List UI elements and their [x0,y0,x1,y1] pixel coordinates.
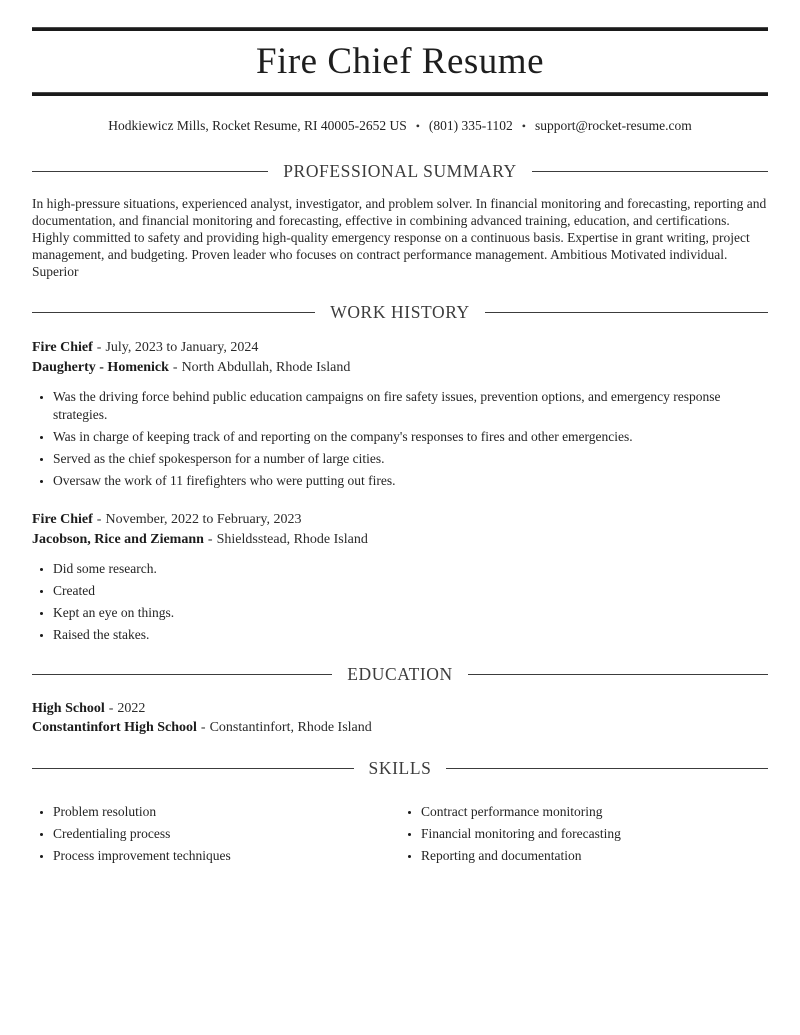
skill-item: • Credentialing process [53,825,400,843]
job-dates: July, 2023 to January, 2024 [105,340,259,356]
job-entry-2 [32,510,768,644]
skills-list-right [400,803,768,865]
dash: - [172,359,178,375]
skills-column-right [400,792,768,869]
skills-columns [32,792,768,869]
job-bullet: • Was the driving force behind public education campaigns on fire safety issues, prevention options, and emergency response strategies. [53,388,768,423]
job-bullet: • Kept an eye on things. [53,604,768,622]
heading-rule-right [468,674,768,675]
section-title-education: EDUCATION [347,663,453,684]
section-heading-skills [32,758,768,779]
job-role: Fire Chief [32,512,93,528]
dash: - [96,340,102,356]
contact-separator-1: • [415,119,420,134]
section-heading-education [32,664,768,685]
job-role-line [32,510,768,530]
education-school: Constantinfort High School [32,720,197,736]
job-role: Fire Chief [32,340,93,356]
education-school-line [32,718,768,738]
job-entry-1 [32,338,768,489]
skill-item: • Reporting and documentation [421,847,768,865]
heading-rule-right [446,768,768,769]
section-title-work: WORK HISTORY [330,302,470,323]
dash: - [108,700,114,716]
dash: - [96,512,102,528]
job-location: Shieldsstead, Rhode Island [216,531,368,547]
job-employer: Daugherty - Homenick [32,359,169,375]
job-bullet: • Served as the chief spokesperson for a number of large cities. [53,450,768,468]
job-bullet: • Raised the stakes. [53,626,768,644]
job-location: North Abdullah, Rhode Island [181,359,351,375]
skill-item: • Contract performance monitoring [421,803,768,821]
top-double-rule [32,27,768,31]
education-location: Constantinfort, Rhode Island [209,720,372,736]
job-employer-line [32,358,768,378]
heading-rule-left [32,312,315,313]
job-dates: November, 2022 to February, 2023 [105,512,302,528]
heading-rule-left [32,674,332,675]
education-degree: High School [32,700,105,716]
heading-rule-left [32,171,268,172]
skill-item: • Problem resolution [53,803,400,821]
section-heading-work [32,302,768,323]
section-title-summary: PROFESSIONAL SUMMARY [283,161,517,182]
education-entry [32,699,768,738]
education-degree-line [32,699,768,719]
contact-address: Hodkiewicz Mills, Rocket Resume, RI 40005-2652 US [108,118,407,134]
job-bullet-list [32,388,768,489]
title-double-rule [32,92,768,96]
job-bullet: • Oversaw the work of 11 firefighters who were putting out fires. [53,472,768,490]
contact-line [32,117,768,135]
skills-column-left [32,792,400,869]
section-heading-summary [32,161,768,182]
job-bullet: • Created [53,582,768,600]
heading-rule-right [532,171,768,172]
job-employer: Jacobson, Rice and Ziemann [32,531,204,547]
education-year: 2022 [117,700,146,716]
job-role-line [32,338,768,358]
contact-email: support@rocket-resume.com [535,118,692,134]
contact-separator-2: • [521,119,526,134]
skill-item: • Process improvement techniques [53,847,400,865]
job-bullet: • Did some research. [53,560,768,578]
section-title-skills: SKILLS [368,757,432,778]
job-employer-line [32,530,768,550]
page-title: Fire Chief Resume [255,41,544,82]
summary-paragraph: In high-pressure situations, experienced analyst, investigator, and problem solver. In financial monitoring and forecasting, reporting and documentation, and financial monitoring and forecasting, effective in combining advanced training, education, and certifications. Highly committed to safety and providing high-quality emergency response on a continuous basis. Expertise in grant writing, project management, and budgeting. Proven leader who focuses on contract performance management. Ambitious Motivated individual. Superior [32,196,767,280]
heading-rule-left [32,768,354,769]
heading-rule-right [485,312,768,313]
dash: - [207,531,213,547]
dash: - [200,720,206,736]
job-bullet: • Was in charge of keeping track of and reporting on the company's responses to fires and other emergencies. [53,428,768,446]
contact-phone: (801) 335-1102 [428,118,513,134]
job-bullet-list [32,560,768,644]
skill-item: • Financial monitoring and forecasting [421,825,768,843]
skills-list-left [32,803,400,865]
